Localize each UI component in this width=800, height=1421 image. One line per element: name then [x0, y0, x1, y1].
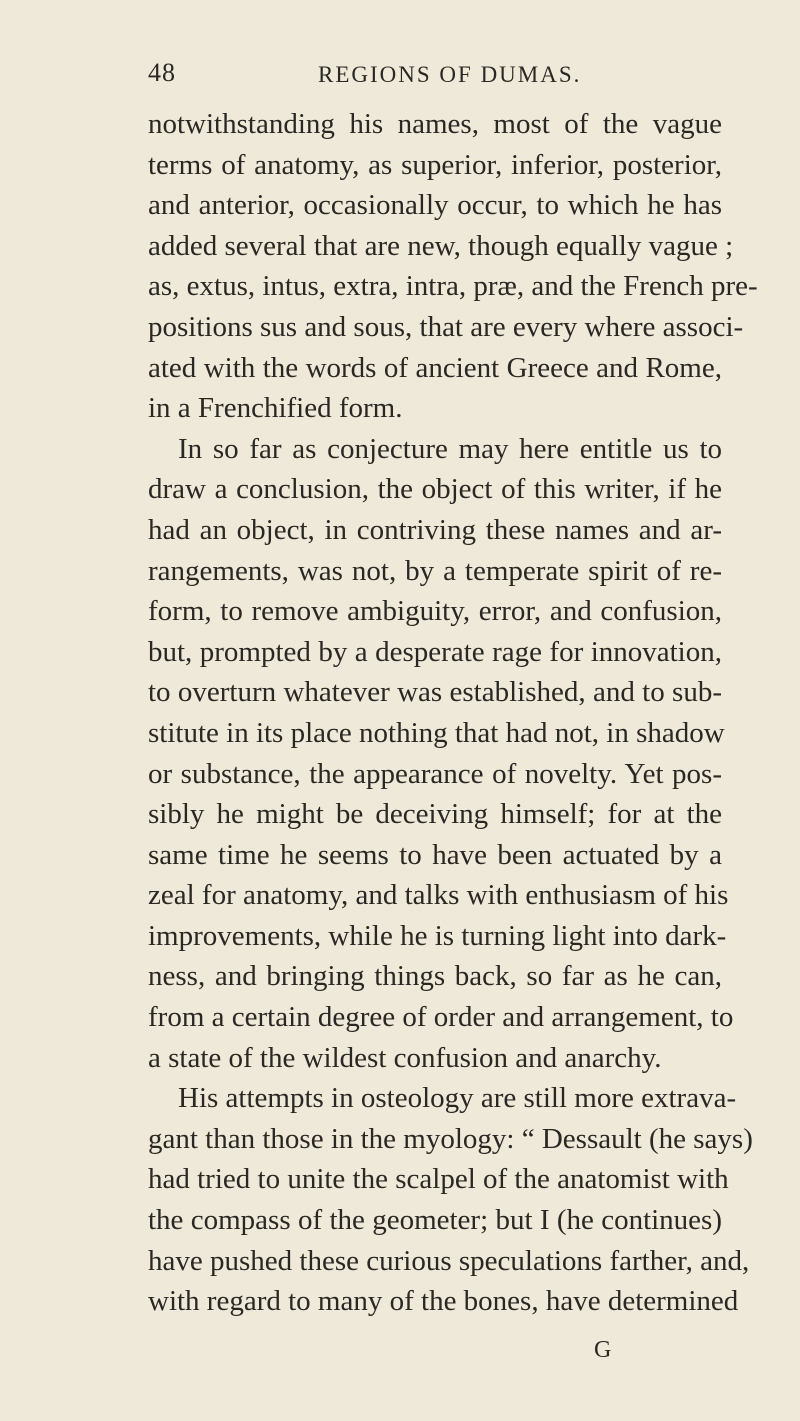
text-line: form, to remove ambiguity, error, and confusion,: [148, 595, 722, 628]
page-header: [148, 58, 708, 98]
text-line: the compass of the geometer; but I (he continues): [148, 1204, 722, 1237]
text-line: stitute in its place nothing that had not, in shadow: [148, 716, 725, 749]
text-line: but, prompted by a desperate rage for innovation,: [148, 635, 722, 668]
text-line: a state of the wildest confusion and anarchy.: [148, 1041, 662, 1074]
text-line: with regard to many of the bones, have determined: [148, 1285, 739, 1318]
text-line: zeal for anatomy, and talks with enthusiasm of his: [148, 879, 729, 912]
text-line: positions sus and sous, that are every where associ-: [148, 310, 744, 343]
text-line: draw a conclusion, the object of this writer, if he: [148, 473, 722, 506]
text-line: sibly he might be deceiving himself; for at the: [148, 798, 722, 831]
text-line: and anterior, occasionally occur, to which he has: [148, 189, 722, 222]
text-line: gant than those in the myology: “ Dessault (he says): [148, 1122, 753, 1155]
text-line: His attempts in osteology are still more extrava-: [178, 1082, 737, 1115]
text-line: same time he seems to have been actuated by a: [148, 838, 722, 871]
text-line: ness, and bringing things back, so far as he can,: [148, 960, 722, 993]
running-head: REGIONS OF DUMAS.: [318, 62, 582, 87]
text-line: from a certain degree of order and arrangement, to: [148, 1001, 734, 1034]
text-line: to overturn whatever was established, and to sub-: [148, 676, 722, 709]
body-text: [148, 104, 758, 1322]
text-line: notwithstanding his names, most of the vague: [148, 108, 722, 140]
text-line: rangements, was not, by a temperate spirit of re-: [148, 554, 722, 587]
text-line: had tried to unite the scalpel of the anatomist with: [148, 1163, 729, 1196]
text-line: had an object, in contriving these names and ar-: [148, 513, 722, 546]
text-line: in a Frenchified form.: [148, 392, 403, 425]
text-line: or substance, the appearance of novelty. Yet pos-: [148, 757, 722, 790]
text-line: as, extus, intus, extra, intra, præ, and the French pre-: [148, 270, 758, 303]
text-line: In so far as conjecture may here entitle us to: [178, 432, 722, 465]
text-line: ated with the words of ancient Greece and Rome,: [148, 351, 722, 384]
page-number: 48: [148, 58, 176, 87]
text-line: terms of anatomy, as superior, inferior, posterior,: [148, 148, 722, 181]
text-line: added several that are new, though equally vague ;: [148, 229, 734, 262]
text-line: have pushed these curious speculations farther, and,: [148, 1244, 750, 1277]
signature-mark: G: [594, 1337, 612, 1363]
text-line: improvements, while he is turning light into dark-: [148, 919, 727, 952]
